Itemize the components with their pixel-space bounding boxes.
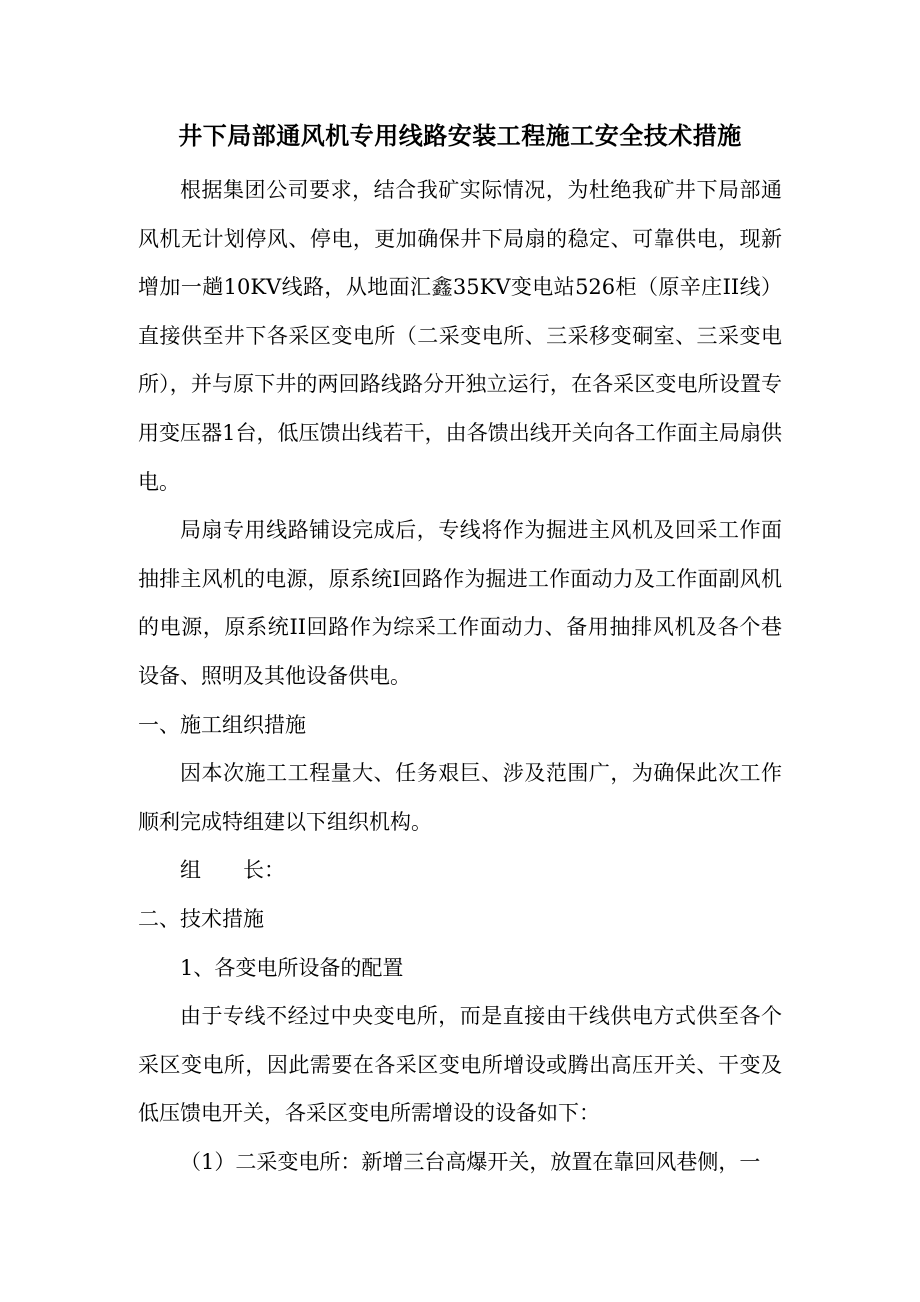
item-substation-2: （1）二采变电所：新增三台高爆开关，放置在靠回风巷侧，一 — [180, 1149, 761, 1174]
subsection-heading-equipment: 1、各变电所设备的配置 — [180, 955, 404, 980]
document-body — [138, 166, 782, 1186]
circuit-paragraph: 局扇专用线路铺设完成后，专线将作为掘进主风机及回采工作面抽排主风机的电源，原系统I回路作为掘进工作面动力及工作面副风机的电源，原系统II回路作为综采工作面动力、备用抽排风机及各个巷设备、照明及其他设备供电。 — [138, 518, 782, 688]
section-heading-technical: 二、技术措施 — [138, 906, 264, 931]
equipment-paragraph: 由于专线不经过中央变电所，而是直接由干线供电方式供至各个采区变电所，因此需要在各采区变电所增设或腾出高压开关、干变及低压馈电开关，各采区变电所需增设的设备如下： — [138, 1004, 782, 1126]
intro-paragraph: 根据集团公司要求，结合我矿实际情况，为杜绝我矿井下局部通风机无计划停风、停电，更加确保井下局扇的稳定、可靠供电，现新增加一趟10KV线路，从地面汇鑫35KV变电站526柜（原辛庄II线）直接供至井下各采区变电所（二采变电所、三采移变硐室、三采变电所），并与原下井的两回路线路分开独立运行，在各采区变电所设置专用变压器1台，低压馈出线若干，由各馈出线开关向各工作面主局扇供电。 — [138, 178, 782, 494]
team-leader-label: 组 长： — [180, 858, 285, 883]
organization-paragraph: 因本次施工工程量大、任务艰巨、涉及范围广，为确保此次工作顺利完成特组建以下组织机构。 — [138, 761, 782, 834]
document-title: 井下局部通风机专用线路安装工程施工安全技术措施 — [178, 121, 742, 150]
section-heading-organization: 一、施工组织措施 — [138, 712, 306, 737]
